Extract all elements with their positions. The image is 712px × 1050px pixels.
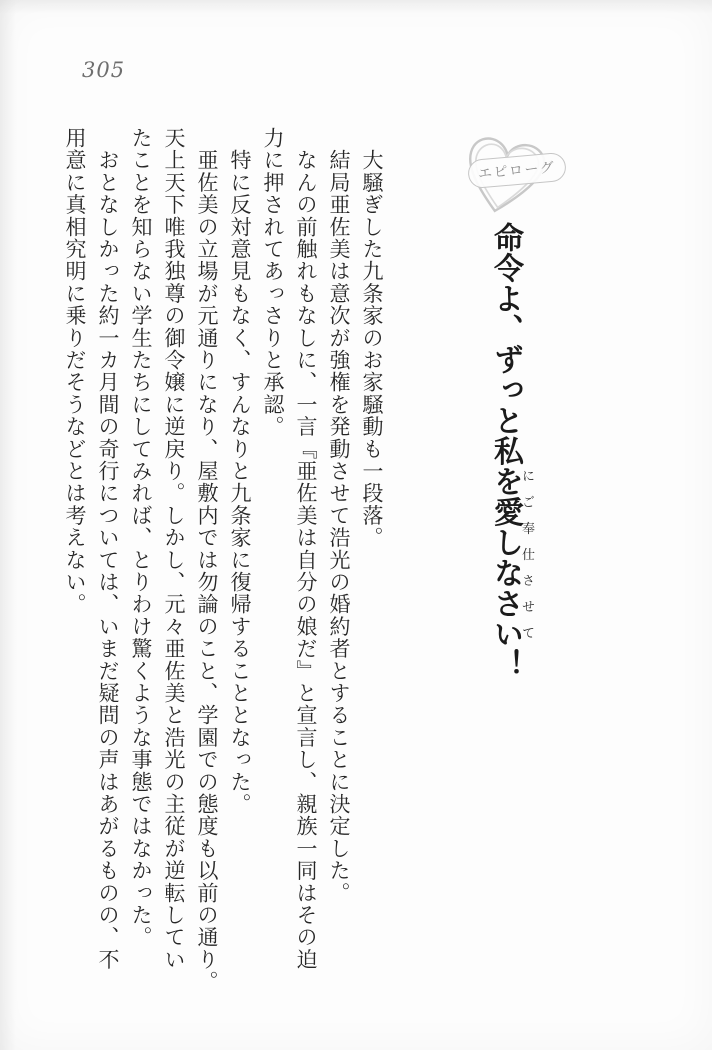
title-text-tail: ！ [489,649,522,680]
chapter-title [487,222,535,680]
page-edge-shading-left [0,0,16,1050]
title-ruby-furigana: にご奉仕させて [520,466,535,649]
text-column-7: 天上天下唯我独尊の御令嬢に逆戻り。しかし、元々亜佐美と浩光の主従が逆転してい [162,127,186,971]
page-edge-shading-top [0,0,712,14]
title-ruby [489,466,535,649]
chapter-label-text: エピローグ [477,158,557,182]
text-column-3: なんの前触れもなしに、一言『亜佐美は自分の娘だ』と宣言し、親族一同はその迫 [294,127,318,971]
body-text [58,127,388,1007]
text-column-1: 大騒ぎした九条家のお家騒動も一段落。 [360,127,384,549]
title-ruby-base: を愛しなさい [489,466,522,649]
text-column-4: 力に押されてあっさりと承認。 [261,127,285,438]
text-column-10: 用意に真相究明に乗りだそうなどとは考えない。 [63,127,87,616]
text-column-5: 特に反対意見もなく、すんなりと九条家に復帰することとなった。 [228,127,252,816]
text-column-6: 亜佐美の立場が元通りになり、屋敷内では勿論のこと、学園での態度も以前の通り。 [195,127,219,993]
chapter-header-decoration [448,116,564,228]
text-column-8: たことを知らない学生たちにしてみれば、とりわけ驚くような事態ではなかった。 [129,127,153,949]
text-column-2: 結局亜佐美は意次が強権を発動させて浩光の婚約者とすることに決定した。 [327,127,351,904]
title-text-lead: 命令よ、ずっと私 [489,222,522,466]
text-column-9: おとなしかった約一カ月間の奇行については、いまだ疑問の声はあがるものの、不 [96,127,120,971]
page-number: 305 [82,58,126,82]
